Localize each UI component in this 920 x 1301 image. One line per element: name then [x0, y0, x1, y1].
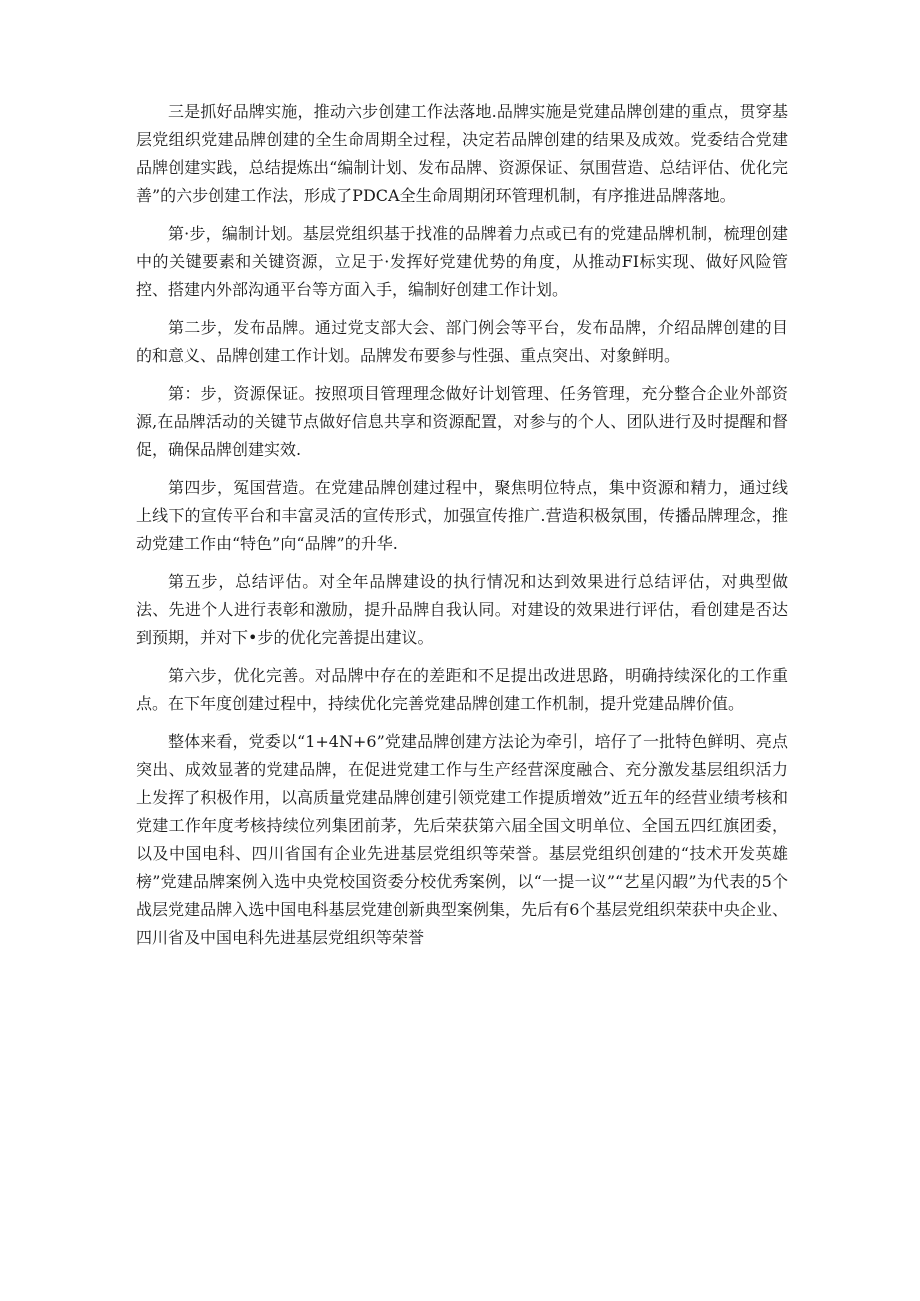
paragraph-brand-implementation: 三是抓好品牌实施，推动六步创建工作法落地.品牌实施是党建品牌创建的重点，贯穿基层党组织党建品牌创建的全生命周期全过程，决定若品牌创建的结果及成效。党委结合党建品牌创建实践，总结提炼出“编制计划、发布品牌、资源保证、氛围营造、总结评估、优化完善”的六步创建工作法，形成了PDCA全生命周期闭环管理机制，有序推进品牌落地。: [136, 102, 788, 205]
document-body: [136, 98, 788, 962]
paragraph-step-three: 第：步，资源保证。按照项目管理理念做好计划管理、任务管理，充分整合企业外部资源,在品牌活动的关键节点做好信息共享和资源配置，对参与的个人、团队进行及时提醒和督促，确保品牌创建实效.: [136, 384, 788, 459]
paragraph-step-six: 第六步，优化完善。对品牌中存在的差距和不足提出改进思路，明确持续深化的工作重点。在下年度创建过程中，持续优化完善党建品牌创建工作机制，提升党建品牌价值。: [136, 666, 788, 713]
paragraph-step-five: 第五步，总结评估。对全年品牌建设的执行情况和达到效果进行总结评估，对典型做法、先进个人进行表彰和激励，提升品牌自我认同。对建设的效果进行评估，看创建是否达到预期，并对下•步的优化完善提出建议。: [136, 572, 788, 647]
paragraph-step-one: 第·步，编制计划。基层党组织基于找准的品牌着力点或已有的党建品牌机制，梳理创建中的关键要素和关键资源，立足于·发挥好党建优势的角度，从推动FI标实现、做好风险管控、搭建内外部沟通平台等方面入手，编制好创建工作计划。: [136, 224, 788, 299]
paragraph-step-four: 第四步，冤国营造。在党建品牌创建过程中，聚焦明位特点，集中资源和精力，通过线上线下的宣传平台和丰富灵活的宣传形式，加强宣传推广.营造积极氛围，传播品牌理念，推动党建工作由“特色”向“品牌”的升华.: [136, 478, 788, 553]
paragraph-overall-summary: 整体来看，党委以“1+4N+6”党建品牌创建方法论为牵引，培仔了一批特色鲜明、亮点突出、成效显著的党建品牌，在促进党建工作与生产经营深度融合、充分激发基层组织活力上发挥了积极作用，以高质量党建品牌创建引领党建工作提质增效”近五年的经营业绩考核和党建工作年度考核持续位列集团前茅，先后荣获第六届全国文明单位、全国五四红旗团委，以及中国电科、四川省国有企业先进基层党组织等荣誉。基层党组织创建的“技术开发英雄榜”党建品牌案例入选中央党校国资委分校优秀案例，以“一提一议”“艺星闪嘏”为代表的5个战层党建品牌入选中国电科基层党建创新典型案例集，先后有6个基层党组织荣获中央企业、四川省及中国电科先进基层党组织等荣誉: [136, 732, 788, 947]
paragraph-step-two: 第二步，发布品牌。通过党支部大会、部门例会等平台，发布品牌，介绍品牌创建的目的和意义、品牌创建工作计划。品牌发布要参与性强、重点突出、对象鲜明。: [136, 318, 788, 365]
